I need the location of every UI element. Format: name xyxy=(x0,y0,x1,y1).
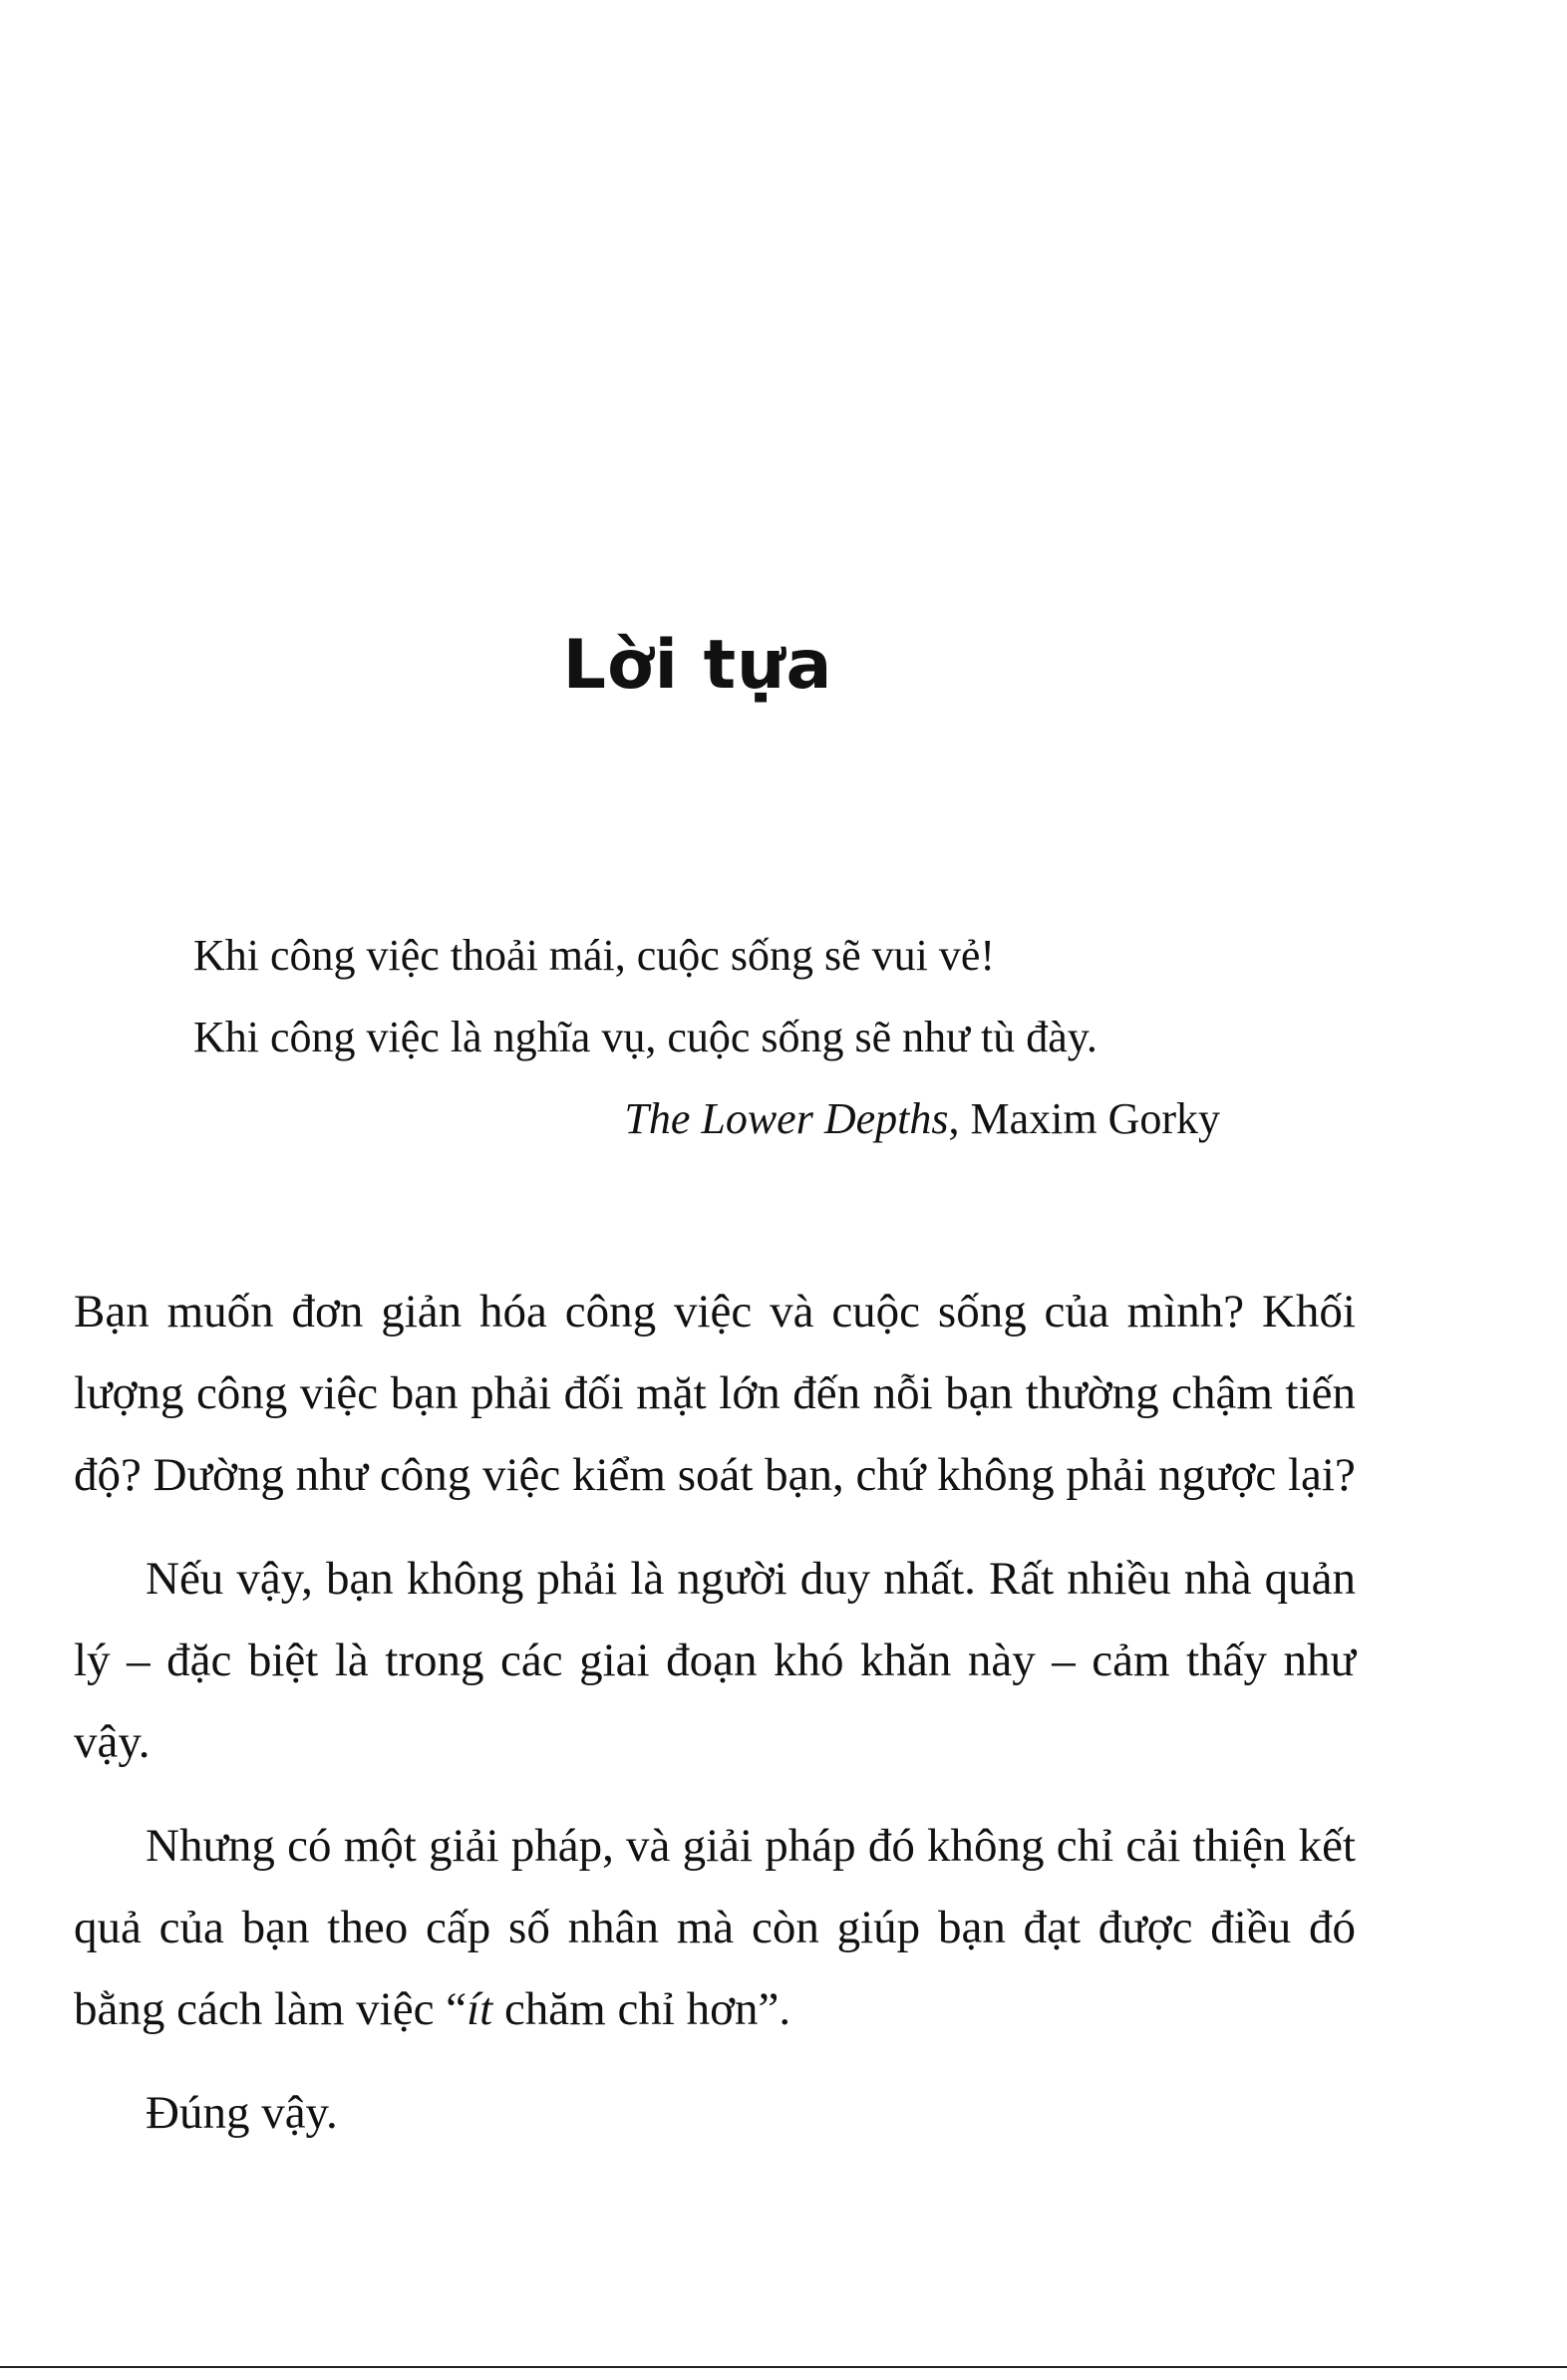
epigraph-attribution xyxy=(193,1078,1220,1160)
body-text xyxy=(74,1271,1356,2176)
chapter-title: Lời tựa xyxy=(562,626,833,705)
paragraph-4: Đúng vậy. xyxy=(146,2087,338,2139)
paragraph-3-end: chăm chỉ hơn”. xyxy=(492,1983,791,2035)
paragraph-3-emphasis: ít xyxy=(467,1983,493,2035)
paragraph-1: Bạn muốn đơn giản hóa công việc và cuộc sống của mình? Khối lượng công việc bạn phải đối mặt lớn đến nỗi bạn thường chậm tiến độ? Dường như công việc kiểm soát bạn, chứ không phải ngược lại? xyxy=(74,1286,1356,1501)
epigraph-author: , Maxim Gorky xyxy=(948,1094,1220,1143)
epigraph-work-title: The Lower Depths xyxy=(624,1094,949,1143)
paragraph-3-text: Nhưng có một giải pháp, và giải pháp đó không chỉ cải thiện kết quả của bạn theo cấp số nhân mà còn giúp bạn đạt được điều đó bằng cách làm việc “ xyxy=(74,1820,1356,2035)
epigraph xyxy=(193,915,1220,1160)
epigraph-line-2: Khi công việc là nghĩa vụ, cuộc sống sẽ như tù đày. xyxy=(193,1013,1097,1061)
paragraph-2: Nếu vậy, bạn không phải là người duy nhất. Rất nhiều nhà quản lý – đặc biệt là trong các giai đoạn khó khăn này – cảm thấy như vậy. xyxy=(74,1553,1356,1768)
page-edge-line xyxy=(0,2366,1567,2368)
epigraph-line-1: Khi công việc thoải mái, cuộc sống sẽ vui vẻ! xyxy=(193,931,996,980)
paragraph-3 xyxy=(74,1805,1356,2050)
